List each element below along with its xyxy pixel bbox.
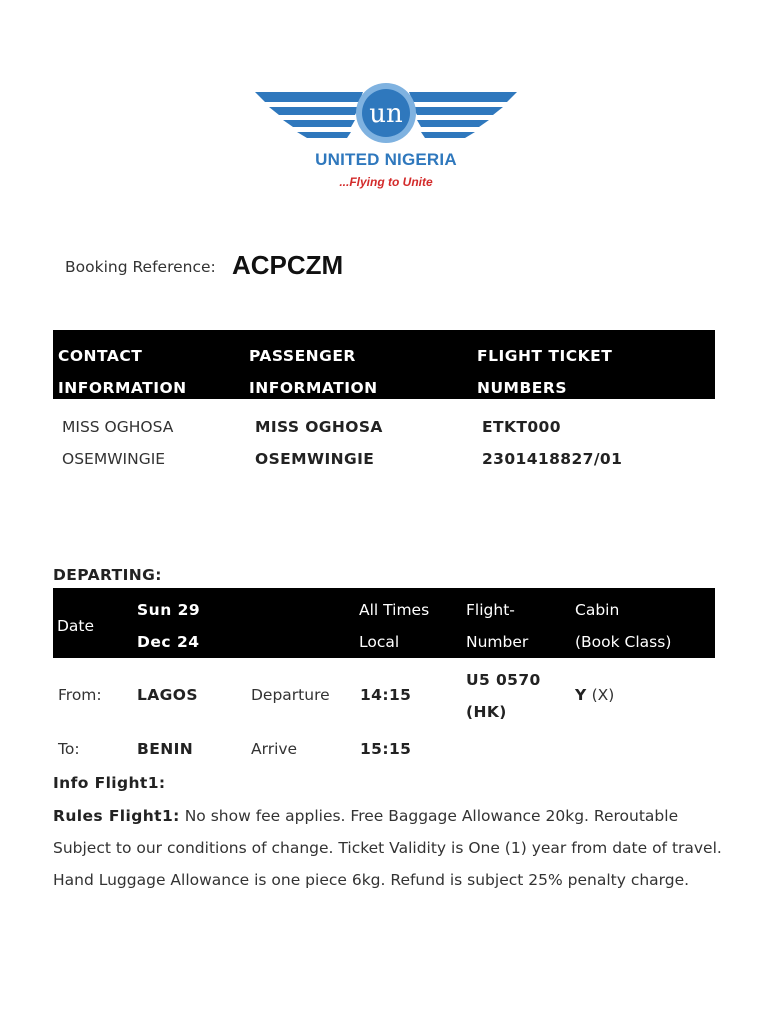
departure-date: Sun 29 Dec 24 — [137, 601, 201, 651]
date-label: Date — [57, 617, 95, 635]
ticket-numbers-header: FLIGHT TICKET NUMBERS — [477, 347, 613, 397]
arrival-time: 15:15 — [360, 740, 412, 758]
arrive-label: Arrive — [251, 740, 298, 758]
airline-name: UNITED NIGERIA — [315, 150, 457, 169]
contact-info-header: CONTACT INFORMATION — [58, 347, 187, 397]
passenger-info-value: MISS OGHOSA OSEMWINGIE — [255, 418, 383, 468]
flight-number-header: Flight- Number — [466, 601, 529, 651]
from-label: From: — [58, 686, 102, 704]
departure-label: Departure — [251, 686, 330, 704]
passenger-table-header — [53, 330, 715, 399]
to-city: BENIN — [137, 740, 194, 758]
booking-reference-code: ACPCZM — [232, 250, 344, 280]
contact-info-value: MISS OGHOSA OSEMWINGIE — [62, 418, 174, 468]
to-label: To: — [58, 740, 80, 758]
book-class: (X) — [591, 686, 615, 704]
flight-number: U5 0570 (HK) — [466, 671, 541, 721]
departing-heading: DEPARTING: — [53, 566, 162, 584]
info-flight-heading: Info Flight1: — [53, 774, 166, 792]
passenger-info-header: PASSENGER INFORMATION — [249, 347, 378, 397]
rules-text: No show fee applies. Free Baggage Allowance 20kg. Reroutable Subject to our conditions of change. Ticket Validity is One (1) year from date of travel. Hand Luggage Allowance is one piece 6kg. Refund is subject 25% penalty charge. — [53, 807, 722, 889]
departure-time: 14:15 — [360, 686, 412, 704]
cabin-code: Y — [575, 686, 587, 704]
ticket-number-value: ETKT000 2301418827/01 — [482, 418, 623, 468]
svg-text:un: un — [369, 99, 403, 129]
airline-logo — [255, 80, 517, 200]
cabin-class — [575, 686, 614, 704]
times-note: All Times Local — [359, 601, 430, 651]
booking-reference-label: Booking Reference: — [65, 258, 216, 276]
rules-label: Rules Flight1: — [53, 807, 180, 825]
from-city: LAGOS — [137, 686, 198, 704]
airline-tagline: ...Flying to Unite — [339, 175, 433, 189]
cabin-header: Cabin (Book Class) — [575, 601, 672, 651]
flight-rules — [53, 800, 723, 896]
winged-emblem-icon — [255, 80, 517, 150]
departing-table-header — [53, 588, 715, 658]
